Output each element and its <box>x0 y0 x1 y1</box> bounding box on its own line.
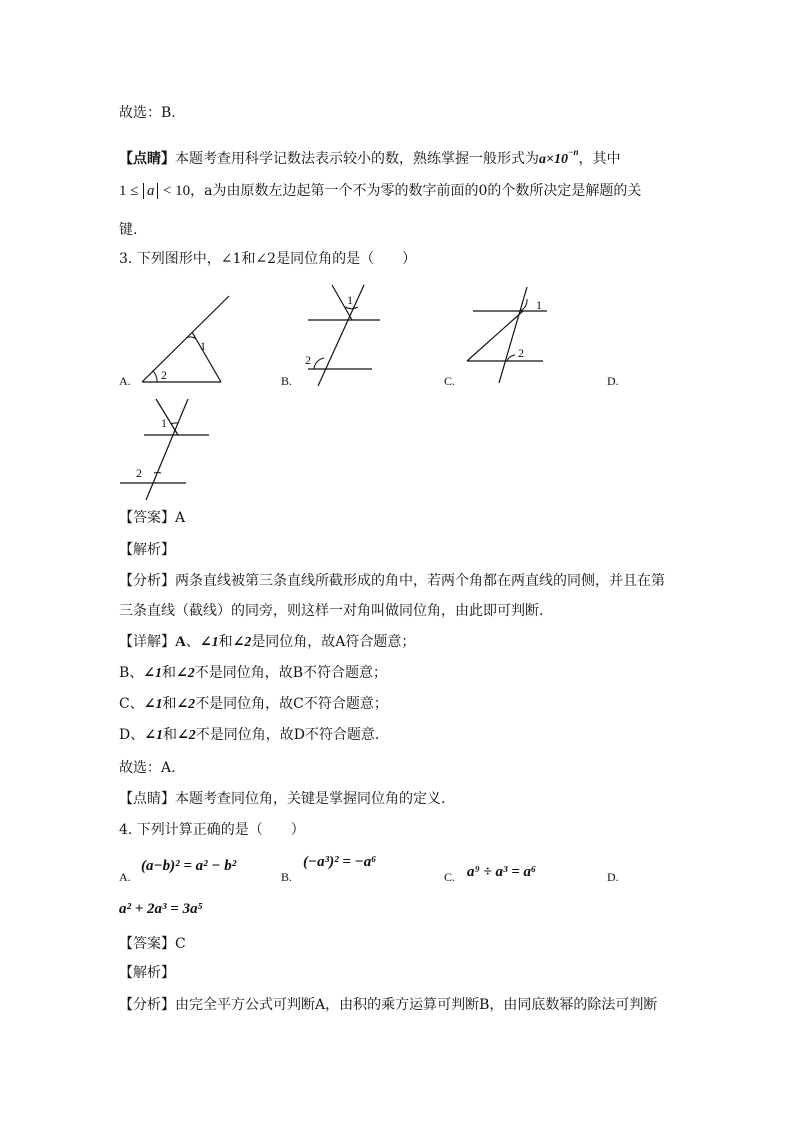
figure-c <box>465 285 550 385</box>
q3-fenxi-2: 三条直线（截线）的同旁，则这样一对角叫做同位角，由此即可判断. <box>119 603 544 619</box>
q4-formula-d: a² + 2a³ = 3a⁵ <box>119 901 203 917</box>
figure-c-label-1: 1 <box>536 298 542 312</box>
figure-d-label-1: 1 <box>161 416 167 430</box>
q3-option-b: B. <box>281 374 293 388</box>
figure-b-label-1: 1 <box>347 293 353 307</box>
ineq-abs: a <box>143 183 159 199</box>
figure-b <box>300 283 385 388</box>
note-tag: 【点睛】 <box>119 151 175 167</box>
q4-fenxi <box>119 995 657 1015</box>
ineq-left: 1 ≤ <box>119 183 139 199</box>
q4-formula-c: a⁹ ÷ a³ = a⁶ <box>467 864 537 880</box>
dianjing-tag: 【点睛】 <box>119 791 175 807</box>
q4-option-b: B. <box>281 870 293 884</box>
q3-dianjing <box>119 789 445 809</box>
note-formula: $a\times 10^{-n}$ <box>539 147 579 167</box>
q4-formula-a: (a−b)² = a² − b² <box>141 858 237 874</box>
q3-stem: 3. 下列图形中，∠1和∠2是同位角的是（ ） <box>119 251 417 267</box>
note-text: 本题考查用科学记数法表示较小的数，熟练掌握一般形式为 <box>175 151 539 167</box>
q3-choice: 故选：A. <box>119 760 176 776</box>
figure-c-label-2: 2 <box>518 346 524 360</box>
figure-d <box>118 397 213 502</box>
fenxi-tag: 【分析】 <box>119 573 175 589</box>
prev-cont: 键. <box>119 222 138 238</box>
q4-stem: 4. 下列计算正确的是（ ） <box>119 822 305 838</box>
figure-a-label-2: 2 <box>161 368 167 382</box>
q4-option-d: D. <box>607 870 619 884</box>
q3-option-d: D. <box>607 374 619 388</box>
q3-answer: 【答案】A <box>119 510 186 526</box>
fenxi-text-1: 两条直线被第三条直线所截形成的角中，若两个角都在两直线的同侧，并且在第 <box>175 573 665 589</box>
prev-inequality <box>119 181 641 201</box>
ineq-right: < 10 <box>162 183 191 199</box>
figure-d-label-2: 2 <box>136 466 142 480</box>
q3-fenxi-1 <box>119 571 665 591</box>
q3-detail-a: 【详解】A、∠1和∠2是同位角，故A符合题意； <box>119 634 416 650</box>
detail-tag: 【详解】 <box>119 634 175 650</box>
q4-fenxi-tag: 【分析】 <box>119 997 175 1013</box>
q4-analysis-title: 【解析】 <box>119 965 175 981</box>
figure-a-label-1: 1 <box>200 339 206 353</box>
q4-fenxi-text: 由完全平方公式可判断A，由积的乘方运算可判断B，由同底数幂的除法可判断 <box>175 997 658 1013</box>
note-tail: ，其中 <box>578 151 621 167</box>
q3-option-c: C. <box>444 374 456 388</box>
ineq-text: ，a为由原数左边起第一个不为零的数字前面的0的个数所决定是解题的关 <box>190 183 642 199</box>
detail-a-text: 是同位角，故A符合题意； <box>251 634 416 650</box>
q4-option-a: A. <box>119 870 131 884</box>
q3-detail-d: D、∠1和∠2不是同位角，故D不符合题意. <box>119 727 380 743</box>
q4-formula-b: (−a³)² = −a⁶ <box>303 854 377 870</box>
prev-note <box>119 142 620 170</box>
figure-a <box>140 294 235 386</box>
dianjing-text: 本题考查同位角，关键是掌握同位角的定义. <box>175 791 446 807</box>
q3-option-a: A. <box>119 374 131 388</box>
figure-b-label-2: 2 <box>305 353 311 367</box>
q3-analysis-title: 【解析】 <box>119 542 175 558</box>
detail-a-letter: A <box>175 634 186 650</box>
prev-choice: 故选：B. <box>119 105 176 121</box>
q3-detail-c: C、∠1和∠2不是同位角，故C不符合题意； <box>119 696 388 712</box>
q3-detail-b: B、∠1和∠2不是同位角，故B不符合题意； <box>119 665 388 681</box>
q4-option-c: C. <box>444 870 456 884</box>
q4-answer: 【答案】C <box>119 936 186 952</box>
